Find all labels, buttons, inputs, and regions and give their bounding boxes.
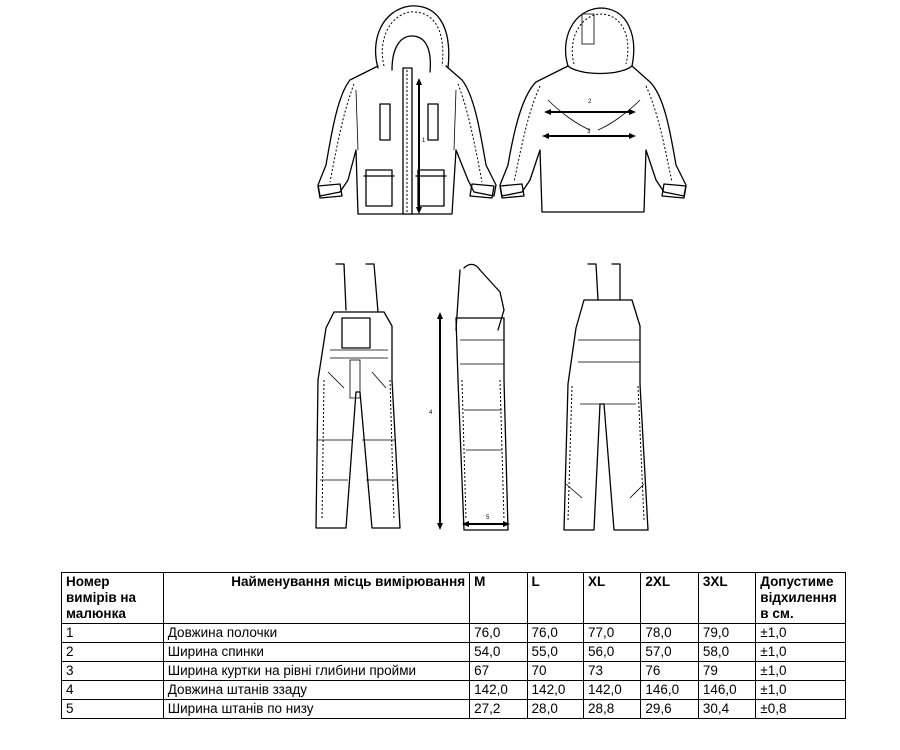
header-size-m: M [470, 573, 527, 624]
measurements-table [61, 572, 846, 719]
row-name: Довжина штанів ззаду [163, 681, 469, 700]
row-value: 146,0 [641, 681, 698, 700]
table-row [62, 662, 846, 681]
row-value: 27,2 [470, 700, 527, 719]
row-value: 146,0 [698, 681, 755, 700]
row-number: 1 [62, 624, 164, 643]
row-value: 76,0 [527, 624, 583, 643]
measure-label-2: 2 [588, 99, 592, 105]
measure-label-4: 4 [429, 410, 433, 416]
row-value: 29,6 [641, 700, 698, 719]
row-tolerance: ±0,8 [756, 700, 846, 719]
row-value: 58,0 [698, 643, 755, 662]
row-number: 4 [62, 681, 164, 700]
row-value: 142,0 [583, 681, 640, 700]
header-size-l: L [527, 573, 583, 624]
row-value: 77,0 [583, 624, 640, 643]
row-value: 30,4 [698, 700, 755, 719]
row-name: Довжина полочки [163, 624, 469, 643]
header-name: Найменування місць вимірювання [163, 573, 469, 624]
row-value: 67 [470, 662, 527, 681]
header-tolerance: Допустиме відхилення в см. [756, 573, 846, 624]
row-value: 28,8 [583, 700, 640, 719]
row-value: 55,0 [527, 643, 583, 662]
row-value: 142,0 [470, 681, 527, 700]
measure-label-1: 1 [422, 138, 426, 144]
jacket-front-drawing [318, 6, 496, 214]
row-value: 79 [698, 662, 755, 681]
measure-label-5: 5 [486, 515, 490, 521]
row-value: 73 [583, 662, 640, 681]
table-row [62, 700, 846, 719]
table-row [62, 681, 846, 700]
row-tolerance: ±1,0 [756, 681, 846, 700]
row-name: Ширина штанів по низу [163, 700, 469, 719]
row-name: Ширина куртки на рівні глибини пройми [163, 662, 469, 681]
bib-pants-side-drawing [429, 264, 510, 530]
row-value: 76 [641, 662, 698, 681]
bib-pants-back-drawing [564, 264, 648, 530]
row-name: Ширина спинки [163, 643, 469, 662]
row-tolerance: ±1,0 [756, 624, 846, 643]
row-number: 2 [62, 643, 164, 662]
measure-label-3: 3 [587, 129, 591, 135]
row-tolerance: ±1,0 [756, 643, 846, 662]
bib-pants-front-drawing [316, 264, 400, 528]
header-size-3xl: 3XL [698, 573, 755, 624]
row-tolerance: ±1,0 [756, 662, 846, 681]
row-value: 54,0 [470, 643, 527, 662]
header-size-2xl: 2XL [641, 573, 698, 624]
row-value: 79,0 [698, 624, 755, 643]
row-number: 5 [62, 700, 164, 719]
row-value: 142,0 [527, 681, 583, 700]
row-value: 76,0 [470, 624, 527, 643]
row-value: 70 [527, 662, 583, 681]
header-size-xl: XL [583, 573, 640, 624]
table-row [62, 624, 846, 643]
jacket-back-drawing [500, 8, 686, 212]
row-number: 3 [62, 662, 164, 681]
header-number: Номер вимірів на малюнка [62, 573, 164, 624]
table-row [62, 643, 846, 662]
row-value: 56,0 [583, 643, 640, 662]
row-value: 28,0 [527, 700, 583, 719]
row-value: 57,0 [641, 643, 698, 662]
table-header-row [62, 573, 846, 624]
row-value: 78,0 [641, 624, 698, 643]
